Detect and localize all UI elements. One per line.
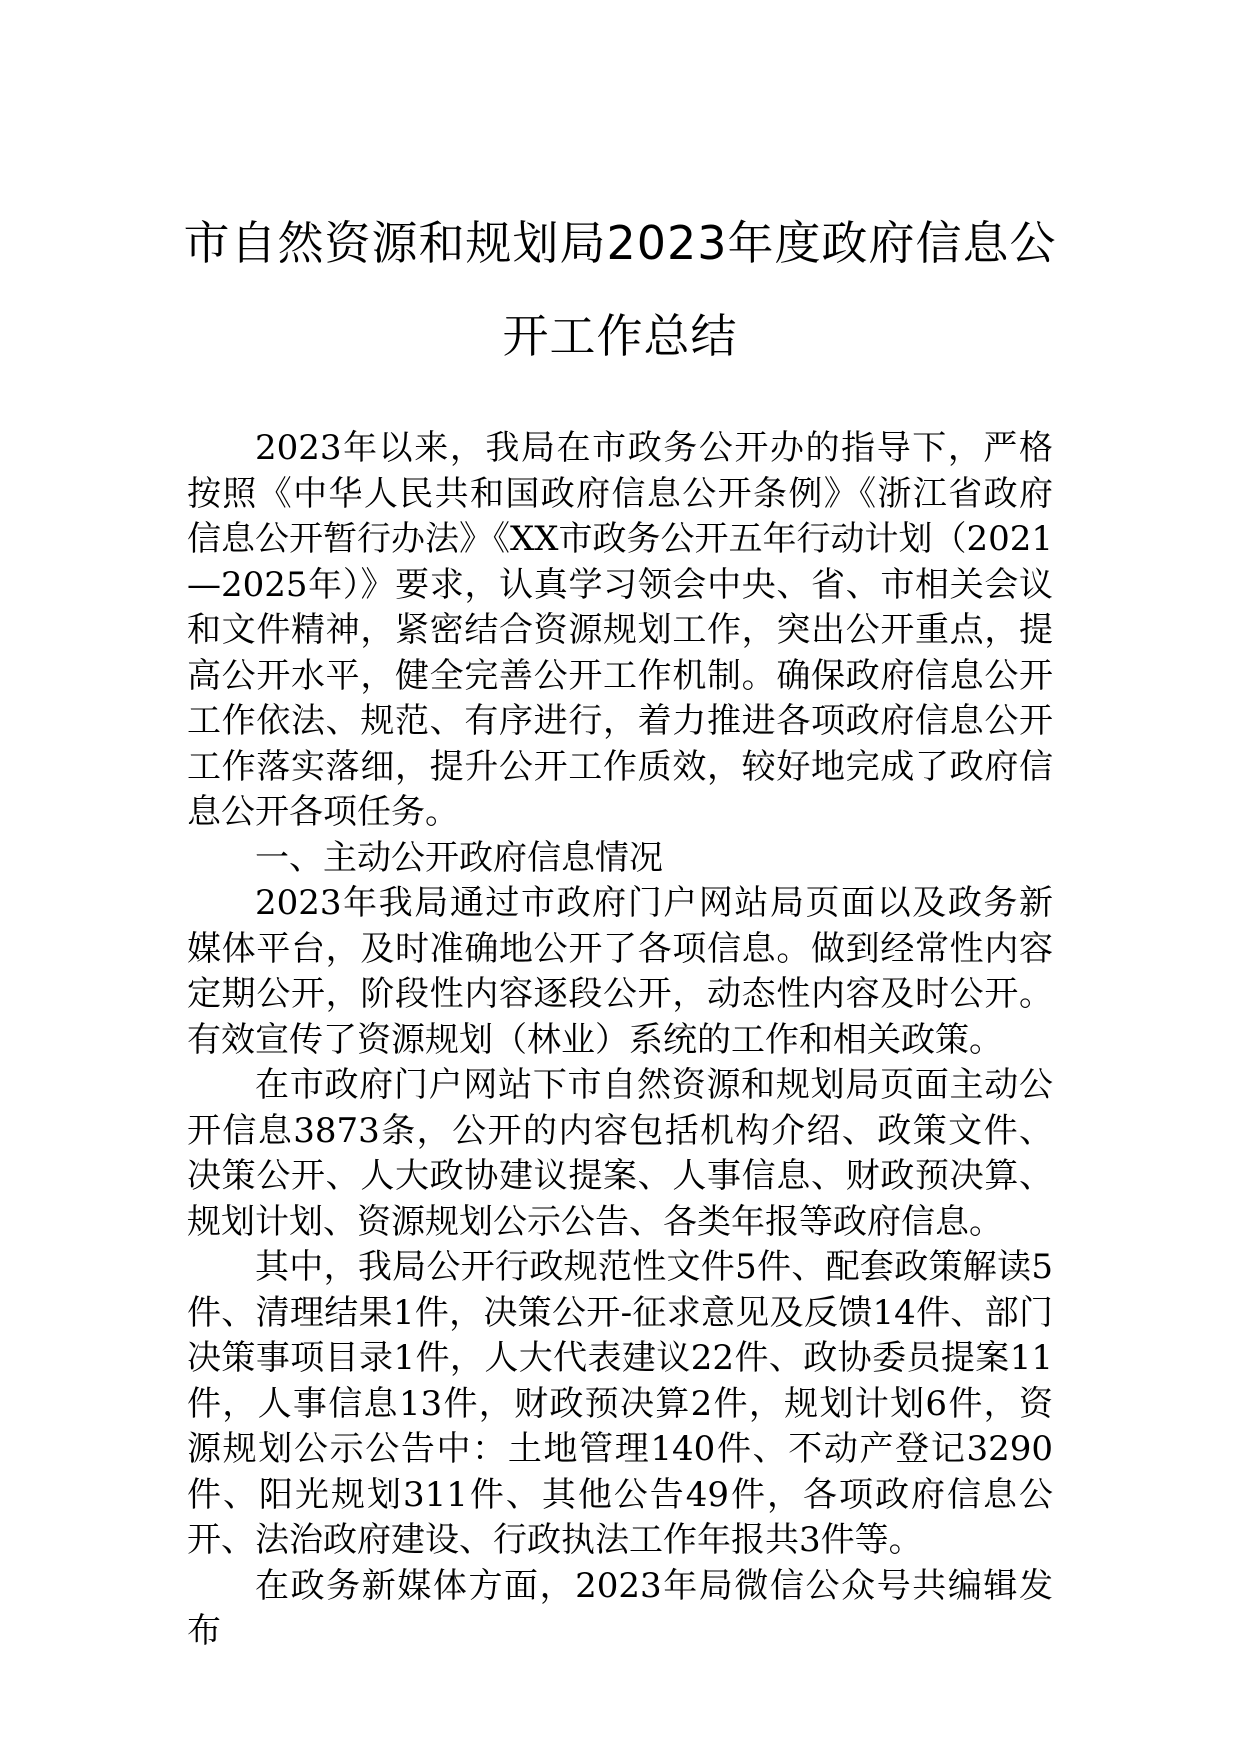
- document-title-line-2: 开工作总结: [502, 309, 738, 363]
- document-title-line-1: 市自然资源和规划局2023年度政府信息公: [183, 216, 1057, 270]
- body-paragraph: 在市政府门户网站下市自然资源和规划局页面主动公开信息3873条，公开的内容包括机构介绍、政策文件、决策公开、人大政协建议提案、人事信息、财政预决算、规划计划、资源规划公示公告、各类年报等政府信息。: [187, 1065, 1053, 1242]
- intro-paragraph: 2023年以来，我局在市政务公开办的指导下，严格按照《中华人民共和国政府信息公开条例》《浙江省政府信息公开暂行办法》《XX市政务公开五年行动计划（2021—2025年）》要求，认真学习领会中央、省、市相关会议和文件精神，紧密结合资源规划工作，突出公开重点，提高公开水平，健全完善公开工作机制。确保政府信息公开工作依法、规范、有序进行，着力推进各项政府信息公开工作落实落细，提升公开工作质效，较好地完成了政府信息公开各项任务。: [187, 428, 1053, 832]
- body-paragraph: 在政务新媒体方面，2023年局微信公众号共编辑发布: [187, 1565, 1053, 1651]
- body-paragraph: 其中，我局公开行政规范性文件5件、配套政策解读5件、清理结果1件，决策公开-征求意见及反馈14件、部门决策事项目录1件，人大代表建议22件、政协委员提案11件，人事信息13件，财政预决算2件，规划计划6件，资源规划公示公告中：土地管理140件、不动产登记3290件、阳光规划311件、其他公告49件，各项政府信息公开、法治政府建设、行政执法工作年报共3件等。: [187, 1247, 1053, 1560]
- document-body: [187, 426, 1053, 1655]
- section-heading: 一、主动公开政府信息情况: [255, 837, 663, 878]
- body-paragraph: 2023年我局通过市政府门户网站局页面以及政务新媒体平台，及时准确地公开了各项信息。做到经常性内容定期公开，阶段性内容逐段公开，动态性内容及时公开。有效宣传了资源规划（林业）系统的工作和相关政策。: [187, 883, 1053, 1060]
